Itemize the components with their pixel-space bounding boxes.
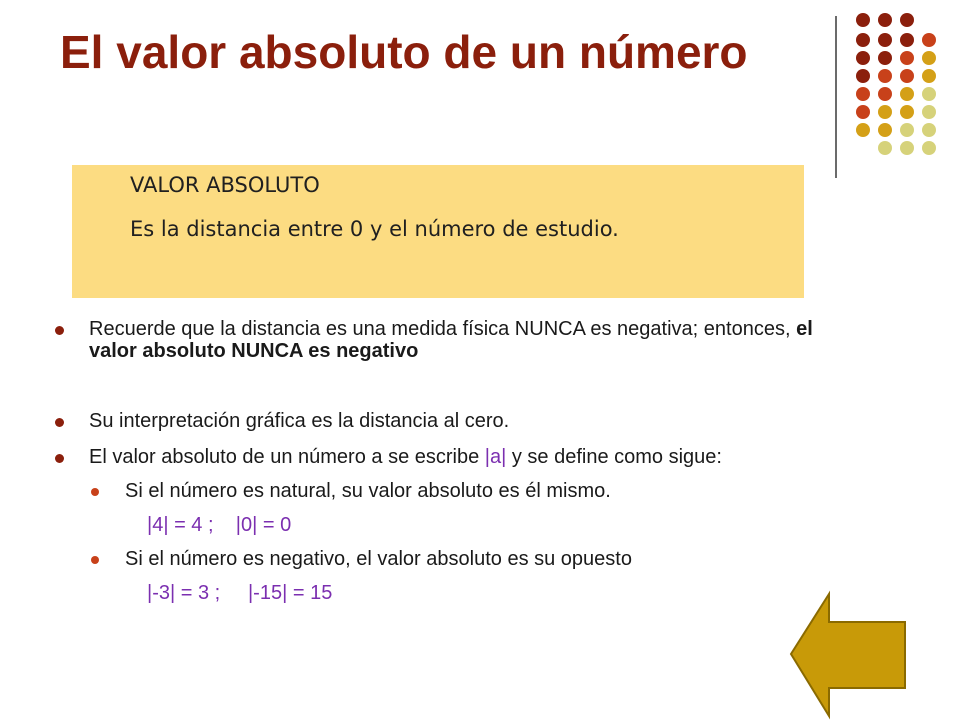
decorative-dot — [922, 69, 936, 83]
bullet-text: y se define como sigue: — [506, 446, 722, 468]
left-arrow-icon[interactable] — [791, 594, 905, 716]
bullet-list — [55, 318, 815, 604]
sub-bullet-text: Si el número es negativo, el valor absoluto es su opuesto — [125, 548, 632, 570]
decorative-dot — [900, 141, 914, 155]
decorative-dot — [856, 105, 870, 119]
decorative-dot — [878, 33, 892, 47]
decorative-dot — [922, 123, 936, 137]
definition-box — [72, 165, 804, 298]
bullet-item — [55, 318, 815, 362]
decorative-dot — [900, 87, 914, 101]
bullet-dot — [55, 418, 64, 427]
dot-grid-decoration — [0, 0, 960, 180]
sub-bullet-dot — [91, 556, 99, 564]
decorative-dot — [856, 13, 870, 27]
sub-bullet-item — [55, 480, 815, 502]
bullet-item — [55, 410, 815, 432]
bullet-item — [55, 446, 815, 468]
decorative-dot — [922, 51, 936, 65]
decorative-dot — [922, 33, 936, 47]
decorative-dot — [900, 13, 914, 27]
decorative-dot — [856, 51, 870, 65]
sub-bullet-dot — [91, 488, 99, 496]
bullet-dot — [55, 454, 64, 463]
decorative-dot — [922, 87, 936, 101]
definition-text: Es la distancia entre 0 y el número de estudio. — [130, 217, 619, 241]
decorative-dot — [900, 51, 914, 65]
decorative-dot — [878, 105, 892, 119]
decorative-dot — [856, 123, 870, 137]
decorative-dot — [878, 51, 892, 65]
decorative-dot — [900, 69, 914, 83]
example-text: |-3| = 3 ; |-15| = 15 — [147, 582, 333, 604]
decorative-dot — [878, 141, 892, 155]
bullet-text: Recuerde que la distancia es una medida física NUNCA es negativa; entonces, — [89, 318, 797, 340]
definition-heading: VALOR ABSOLUTO — [130, 173, 320, 197]
decorative-dot — [900, 105, 914, 119]
decorative-dot — [856, 69, 870, 83]
bullet-text: El valor absoluto de un número a se escribe — [89, 446, 485, 468]
bullet-text: Su interpretación gráfica es la distancia al cero. — [89, 410, 510, 432]
decorative-dot — [900, 33, 914, 47]
decorative-dot — [856, 33, 870, 47]
decorative-dot — [900, 123, 914, 137]
sub-bullet-item — [55, 548, 815, 570]
decorative-dot — [856, 87, 870, 101]
notation-text: |a| — [484, 446, 507, 468]
decorative-dot — [878, 13, 892, 27]
decorative-dot — [878, 123, 892, 137]
decorative-dot — [922, 141, 936, 155]
decorative-dot — [922, 105, 936, 119]
decorative-dot — [878, 87, 892, 101]
bullet-dot — [55, 326, 64, 335]
decorative-dot — [878, 69, 892, 83]
sub-bullet-text: Si el número es natural, su valor absoluto es él mismo. — [125, 480, 611, 502]
bullet-bold-text: el valor absoluto NUNCA es negativo — [89, 318, 813, 362]
example-text: |4| = 4 ; |0| = 0 — [147, 514, 292, 536]
slide-title: El valor absoluto de un número — [60, 26, 748, 78]
